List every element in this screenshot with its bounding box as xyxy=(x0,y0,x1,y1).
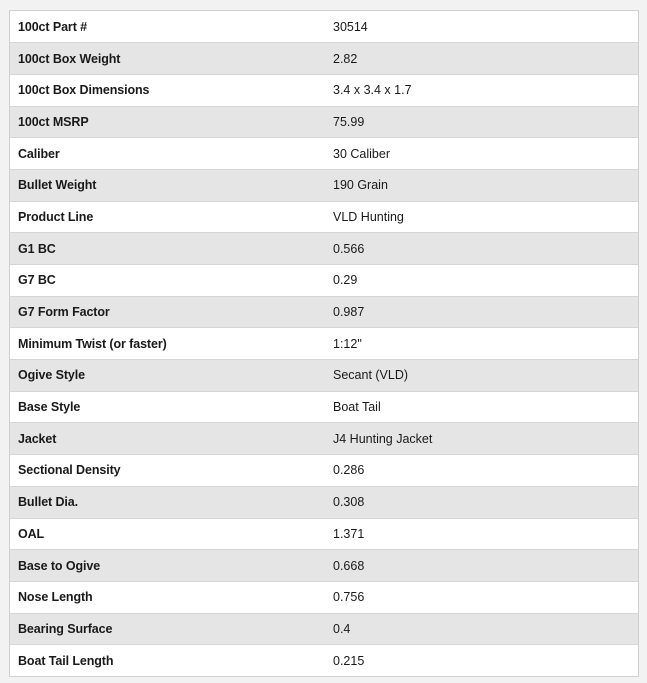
spec-row xyxy=(10,74,638,106)
spec-table-container xyxy=(9,10,639,677)
spec-label: OAL xyxy=(10,518,325,550)
spec-label: Base Style xyxy=(10,391,325,423)
spec-label: 100ct Box Dimensions xyxy=(10,74,325,106)
spec-value: 0.566 xyxy=(325,233,638,265)
spec-value: 30514 xyxy=(325,11,638,43)
spec-value: 0.29 xyxy=(325,265,638,297)
spec-label: Minimum Twist (or faster) xyxy=(10,328,325,360)
spec-label: Caliber xyxy=(10,138,325,170)
spec-row xyxy=(10,455,638,487)
spec-value: 0.4 xyxy=(325,613,638,645)
spec-label: 100ct Part # xyxy=(10,11,325,43)
spec-value: 30 Caliber xyxy=(325,138,638,170)
spec-value: 0.668 xyxy=(325,550,638,582)
spec-row xyxy=(10,423,638,455)
spec-row xyxy=(10,169,638,201)
spec-row xyxy=(10,391,638,423)
spec-label: Product Line xyxy=(10,201,325,233)
spec-value: 0.308 xyxy=(325,486,638,518)
spec-label: Jacket xyxy=(10,423,325,455)
spec-row xyxy=(10,296,638,328)
spec-label: G7 BC xyxy=(10,265,325,297)
spec-row xyxy=(10,233,638,265)
spec-value: 3.4 x 3.4 x 1.7 xyxy=(325,74,638,106)
spec-row xyxy=(10,265,638,297)
spec-value: 0.286 xyxy=(325,455,638,487)
spec-table-body xyxy=(10,11,638,676)
spec-value: 0.756 xyxy=(325,581,638,613)
spec-row xyxy=(10,360,638,392)
spec-value: Boat Tail xyxy=(325,391,638,423)
spec-row xyxy=(10,201,638,233)
spec-value: Secant (VLD) xyxy=(325,360,638,392)
spec-label: G1 BC xyxy=(10,233,325,265)
spec-label: Sectional Density xyxy=(10,455,325,487)
spec-row xyxy=(10,581,638,613)
spec-label: Base to Ogive xyxy=(10,550,325,582)
spec-table xyxy=(10,11,638,676)
spec-label: Bullet Weight xyxy=(10,169,325,201)
spec-row xyxy=(10,613,638,645)
spec-row xyxy=(10,645,638,677)
spec-value: 1:12" xyxy=(325,328,638,360)
spec-row xyxy=(10,328,638,360)
spec-value: J4 Hunting Jacket xyxy=(325,423,638,455)
spec-label: Nose Length xyxy=(10,581,325,613)
spec-value: 190 Grain xyxy=(325,169,638,201)
spec-value: 2.82 xyxy=(325,43,638,75)
spec-label: G7 Form Factor xyxy=(10,296,325,328)
spec-label: 100ct Box Weight xyxy=(10,43,325,75)
spec-value: 0.987 xyxy=(325,296,638,328)
spec-value: 0.215 xyxy=(325,645,638,677)
spec-row xyxy=(10,518,638,550)
spec-label: Boat Tail Length xyxy=(10,645,325,677)
spec-row xyxy=(10,106,638,138)
spec-row xyxy=(10,138,638,170)
spec-value: VLD Hunting xyxy=(325,201,638,233)
spec-row xyxy=(10,550,638,582)
spec-label: Bearing Surface xyxy=(10,613,325,645)
spec-row xyxy=(10,486,638,518)
spec-label: 100ct MSRP xyxy=(10,106,325,138)
spec-label: Bullet Dia. xyxy=(10,486,325,518)
spec-row xyxy=(10,43,638,75)
spec-row xyxy=(10,11,638,43)
spec-value: 1.371 xyxy=(325,518,638,550)
spec-value: 75.99 xyxy=(325,106,638,138)
spec-label: Ogive Style xyxy=(10,360,325,392)
